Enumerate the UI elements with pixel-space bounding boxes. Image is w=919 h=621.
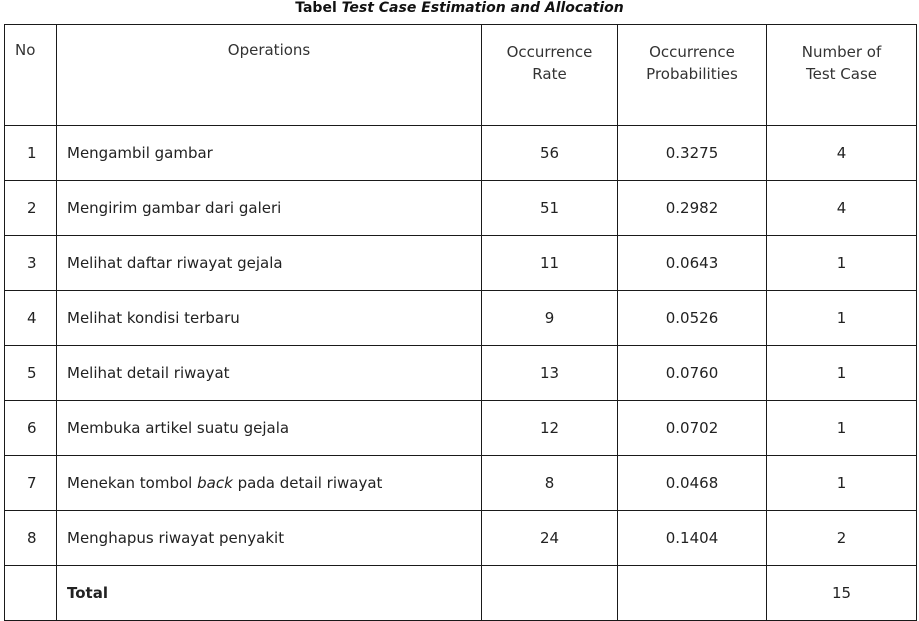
cell-operation: Membuka artikel suatu gejala — [57, 401, 482, 456]
cell-operation: Melihat daftar riwayat gejala — [57, 236, 482, 291]
cell-no: 7 — [5, 456, 57, 511]
cell-rate: 12 — [482, 401, 618, 456]
operation-text-italic: back — [197, 474, 233, 492]
cell-rate: 8 — [482, 456, 618, 511]
cell-probability: 0.2982 — [618, 181, 767, 236]
cell-probability: 0.0702 — [618, 401, 767, 456]
header-no: No — [5, 25, 57, 126]
header-prob-line2: Probabilities — [646, 65, 738, 83]
cell-test-cases: 4 — [767, 181, 917, 236]
cell-probability: 0.0643 — [618, 236, 767, 291]
cell-test-cases: 1 — [767, 456, 917, 511]
header-tc-line2: Test Case — [805, 65, 877, 83]
cell-rate: 13 — [482, 346, 618, 401]
cell-no: 2 — [5, 181, 57, 236]
table-row — [5, 236, 917, 291]
header-prob-line1: Occurrence — [649, 43, 735, 61]
cell-operation: Melihat kondisi terbaru — [57, 291, 482, 346]
cell-probability: 0.1404 — [618, 511, 767, 566]
cell-probability: 0.0526 — [618, 291, 767, 346]
cell-test-cases: 2 — [767, 511, 917, 566]
cell-operation: Mengambil gambar — [57, 126, 482, 181]
cell-no: 8 — [5, 511, 57, 566]
total-test-cases: 15 — [767, 566, 917, 621]
total-row — [5, 566, 917, 621]
cell-test-cases: 1 — [767, 346, 917, 401]
cell-probability: 0.0760 — [618, 346, 767, 401]
header-number-of-test-case — [767, 25, 917, 126]
cell-no: 4 — [5, 291, 57, 346]
cell-test-cases: 4 — [767, 126, 917, 181]
table-row — [5, 511, 917, 566]
cell-no: 3 — [5, 236, 57, 291]
header-operations: Operations — [57, 25, 482, 126]
cell-rate: 9 — [482, 291, 618, 346]
header-occurrence-probabilities — [618, 25, 767, 126]
cell-test-cases: 1 — [767, 401, 917, 456]
cell-no: 1 — [5, 126, 57, 181]
table-row — [5, 401, 917, 456]
table-caption — [0, 0, 919, 22]
table-row — [5, 126, 917, 181]
total-label: Total — [57, 566, 482, 621]
cell-operation: Melihat detail riwayat — [57, 346, 482, 401]
operation-text-before: Menekan tombol — [67, 474, 193, 492]
header-occurrence-rate — [482, 25, 618, 126]
cell-no: 5 — [5, 346, 57, 401]
cell-operation: Mengirim gambar dari galeri — [57, 181, 482, 236]
test-case-table — [4, 24, 917, 621]
cell-probability-empty — [618, 566, 767, 621]
cell-operation — [57, 456, 482, 511]
cell-probability: 0.3275 — [618, 126, 767, 181]
cell-test-cases: 1 — [767, 236, 917, 291]
cell-rate-empty — [482, 566, 618, 621]
caption-title: Test Case Estimation and Allocation — [341, 0, 624, 16]
cell-rate: 51 — [482, 181, 618, 236]
cell-test-cases: 1 — [767, 291, 917, 346]
table-row — [5, 456, 917, 511]
operation-text-after: pada detail riwayat — [237, 474, 383, 492]
header-tc-line1: Number of — [801, 43, 882, 61]
table-row — [5, 181, 917, 236]
cell-rate: 24 — [482, 511, 618, 566]
cell-no: 6 — [5, 401, 57, 456]
cell-probability: 0.0468 — [618, 456, 767, 511]
header-rate-line1: Occurrence — [506, 43, 593, 61]
cell-rate: 11 — [482, 236, 618, 291]
header-row — [5, 25, 917, 126]
caption-prefix: Tabel — [295, 0, 337, 16]
cell-rate: 56 — [482, 126, 618, 181]
cell-no-empty — [5, 566, 57, 621]
cell-operation: Menghapus riwayat penyakit — [57, 511, 482, 566]
table-row — [5, 291, 917, 346]
table-row — [5, 346, 917, 401]
header-rate-line2: Rate — [532, 65, 567, 83]
